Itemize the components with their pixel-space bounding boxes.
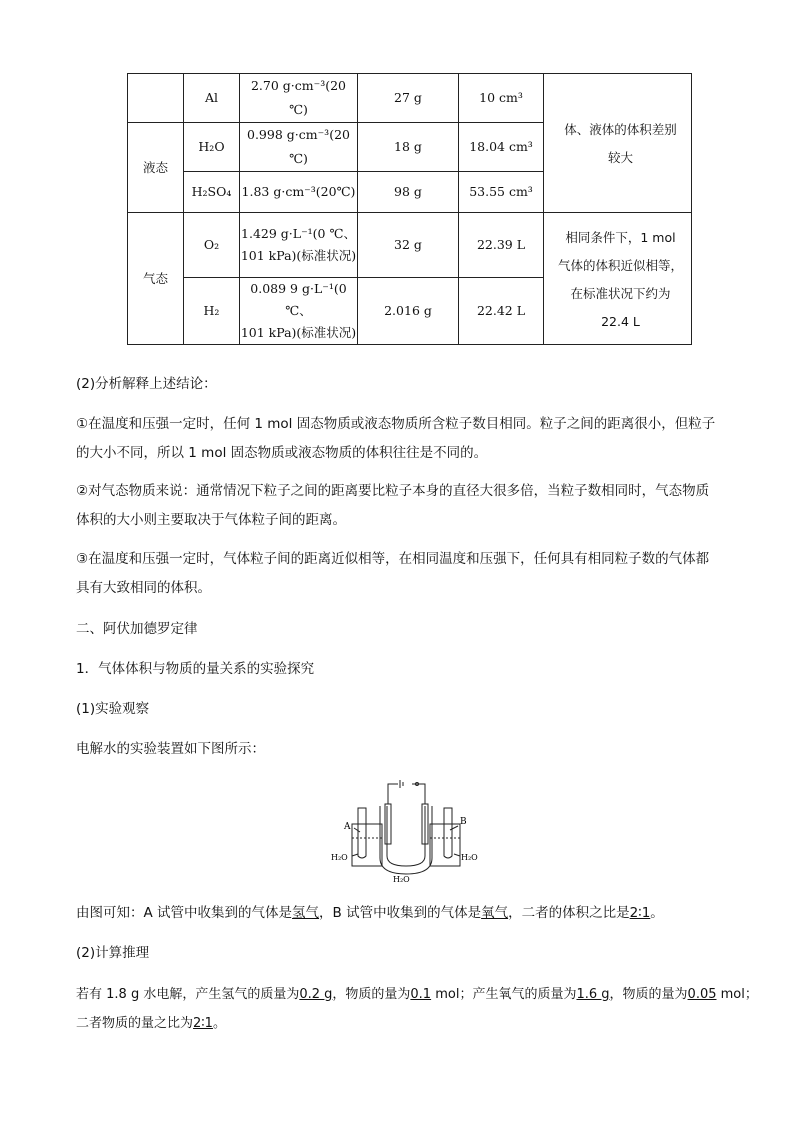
state-cell-liquid: 液态 <box>128 123 184 213</box>
table-row <box>128 74 692 123</box>
substance-cell: H₂ <box>184 278 240 345</box>
answer-h2-mass: 0.2 g <box>299 987 333 1002</box>
answer-o2-mass: 1.6 g <box>576 987 610 1002</box>
volume-cell: 53.55 cm³ <box>459 172 544 213</box>
paragraph-point-3: ③在温度和压强一定时，气体粒子间的距离近似相等，在相同温度和压强下，任何具有相同粒子数的气体都 具有大致相同的体积。 <box>76 551 710 596</box>
paragraph-point-2: ②对气态物质来说：通常情况下粒子之间的距离要比粒子本身的直径大很多倍，当粒子数相同时，气态物质 体积的大小则主要取决于气体粒子间的距离。 <box>76 483 710 528</box>
conclusion-cell-gas: 相同条件下，1 mol 气体的体积近似相等， 在标准状况下约为 22.4 L <box>544 213 692 345</box>
density-cell: 1.429 g·L⁻¹(0 ℃、 101 kPa)(标准状况) <box>240 213 358 278</box>
subsection-heading: 1．气体体积与物质的量关系的实验探究 <box>76 661 315 677</box>
answer-volume-ratio: 2∶1 <box>629 905 651 921</box>
table-row <box>128 213 692 278</box>
apparatus-caption: 电解水的实验装置如下图所示： <box>76 741 265 757</box>
label-a: A <box>344 822 351 832</box>
experiment-heading: (1)实验观察 <box>76 701 150 717</box>
substance-cell: O₂ <box>184 213 240 278</box>
mass-cell: 32 g <box>358 213 459 278</box>
answer-mol-ratio: 2∶1 <box>193 1016 213 1031</box>
label-h2o-left: H₂O <box>331 853 348 862</box>
electrolysis-apparatus-figure <box>330 776 480 884</box>
section-heading-avogadro: 二、阿伏加德罗定律 <box>76 621 198 637</box>
substance-cell: H₂O <box>184 123 240 172</box>
label-h2o-right: H₂O <box>461 853 478 862</box>
paragraph-observation-result: 由图可知：A 试管中收集到的气体是氢气，B 试管中收集到的气体是氧气，二者的体积之比是2∶1。 <box>76 905 664 921</box>
density-cell: 2.70 g·cm⁻³(20 ℃) <box>240 74 358 123</box>
substance-cell: Al <box>184 74 240 123</box>
volume-cell: 22.39 L <box>459 213 544 278</box>
density-cell: 0.998 g·cm⁻³(20 ℃) <box>240 123 358 172</box>
state-cell <box>128 74 184 123</box>
label-b: B <box>460 817 467 827</box>
state-cell-gas: 气态 <box>128 213 184 345</box>
density-cell: 1.83 g·cm⁻³(20℃) <box>240 172 358 213</box>
paragraph-calculation: 若有 1.8 g 水电解，产生氢气的质量为0.2 g，物质的量为0.1 mol；产生氧气的质量为1.6 g，物质的量为0.05 mol； 二者物质的量之比为2∶1。 <box>76 987 758 1031</box>
volume-cell: 10 cm³ <box>459 74 544 123</box>
paragraph-analysis-heading: (2)分析解释上述结论： <box>76 376 217 392</box>
mass-cell: 27 g <box>358 74 459 123</box>
answer-h2-mol: 0.1 <box>410 987 432 1002</box>
mass-cell: 18 g <box>358 123 459 172</box>
answer-hydrogen: 氢气 <box>292 905 320 921</box>
density-cell: 0.089 9 g·L⁻¹(0 ℃、 101 kPa)(标准状况) <box>240 278 358 345</box>
property-table <box>127 73 692 345</box>
volume-cell: 18.04 cm³ <box>459 123 544 172</box>
mass-cell: 98 g <box>358 172 459 213</box>
calculation-heading: (2)计算推理 <box>76 945 150 961</box>
mass-cell: 2.016 g <box>358 278 459 345</box>
paragraph-point-1: ①在温度和压强一定时，任何 1 mol 固态物质或液态物质所含粒子数目相同。粒子之间的距离很小，但粒子 的大小不同，所以 1 mol 固态物质或液态物质的体积往往是不同的。 <box>76 416 716 461</box>
answer-oxygen: 氧气 <box>481 905 509 921</box>
substance-cell: H₂SO₄ <box>184 172 240 213</box>
volume-cell: 22.42 L <box>459 278 544 345</box>
conclusion-cell-solid-liquid: 体、液体的体积差别 较大 <box>544 74 692 213</box>
answer-o2-mol: 0.05 <box>687 987 717 1002</box>
label-h2o-bottom: H₂O <box>393 875 410 884</box>
